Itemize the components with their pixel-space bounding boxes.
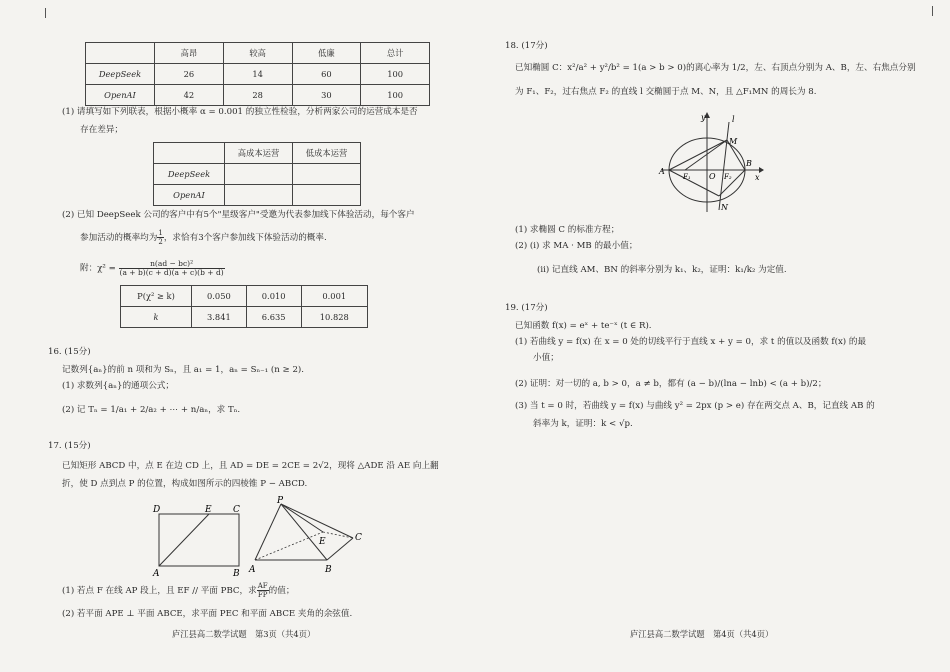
q19-line2: (1) 若曲线 y = f(x) 在 x = 0 处的切线平行于直线 x + y = 0，求 t 的值以及函数 f(x) 的最	[515, 337, 867, 347]
label-C: C	[355, 533, 362, 543]
q17-line1: 已知矩形 ABCD 中，点 E 在边 CD 上，且 AD = DE = 2CE = 2√2，现将 △ADE 沿 AE 向上翻	[62, 461, 439, 471]
q19-line3: 小值；	[533, 353, 559, 363]
q16-line1: 记数列{aₙ}的前 n 项和为 Sₙ，且 a₁ = 1，aₙ = Sₙ₋₁ (n ≥ 2).	[62, 365, 305, 375]
q15-part1-line2: 存在差异；	[80, 125, 123, 135]
contingency-table	[153, 142, 361, 206]
survey-table	[85, 42, 430, 106]
q15-part2-line1: (2) 已知 DeepSeek 公司的客户中有5个"星级客户"受邀为代表参加线下体验活动，每个客户	[62, 210, 415, 220]
label-B: B	[746, 159, 752, 168]
q18-part2-ii: (ii) 记直线 AM、BN 的斜率分别为 k₁、k₂，证明：k₁/k₂ 为定值.	[537, 265, 787, 275]
label-B: B	[233, 569, 240, 579]
fraction: $\frac{AF}{FP}$	[257, 582, 268, 599]
page-footer: 庐江县高二数学试题 第4页（共4页）	[630, 629, 774, 639]
ellipse-figure	[655, 110, 765, 215]
label-A: A	[659, 167, 665, 176]
q19-heading: 19. (17分)	[505, 303, 548, 313]
rectangle-figure	[145, 500, 255, 580]
label-P: P	[277, 496, 284, 506]
q17-part1: (1) 若点 F 在线 AP 段上，且 EF // 平面 PBC，求 $\frac{AF}{FP}$ 的值；	[62, 582, 295, 599]
label-N: N	[721, 203, 728, 212]
label-C: C	[233, 505, 240, 515]
table-row: OpenAI 42 28 30 100	[86, 85, 430, 106]
label-l: l	[732, 115, 735, 124]
q19-line6: 斜率为 k，证明：k < √p.	[533, 419, 633, 429]
label-E: E	[205, 505, 212, 515]
q16-heading: 16. (15分)	[48, 347, 91, 357]
table-row: 高成本运营 低成本运营	[154, 143, 361, 164]
q18-part2-i: (2) (i) 求 MA · MB 的最小值；	[515, 241, 638, 251]
table-row: 高昂 较高 低廉 总计	[86, 43, 430, 64]
pyramid-figure	[245, 494, 370, 580]
label-F2: F₂	[724, 173, 732, 181]
blank-cell[interactable]	[225, 164, 293, 185]
table-row: P(χ² ≥ k) 0.050 0.010 0.001	[121, 286, 368, 307]
table-row: DeepSeek 26 14 60 100	[86, 64, 430, 85]
q17-part2: (2) 若平面 APE ⊥ 平面 ABCE，求平面 PEC 和平面 ABCE 夹角的余弦值.	[62, 609, 353, 619]
blank-cell[interactable]	[293, 185, 361, 206]
page-4	[475, 0, 950, 672]
q18-line2: 为 F₁、F₂，过右焦点 F₂ 的直线 l 交椭圆于点 M、N，且 △F₁MN 的周长为 8.	[515, 87, 817, 97]
chi-square-formula: 附：χ² = $\frac{\text{n(ad − bc)²}}{(a + b)(c + d)(a + c)(b + d)}$	[80, 259, 224, 277]
label-E: E	[319, 537, 326, 547]
q16-line2: (1) 求数列{aₙ}的通项公式；	[62, 381, 175, 391]
critical-value-table	[120, 285, 368, 328]
q18-part1: (1) 求椭圆 C 的标准方程；	[515, 225, 620, 235]
table-row: DeepSeek	[154, 164, 361, 185]
table-row: OpenAI	[154, 185, 361, 206]
q19-line4: (2) 证明：对一切的 a, b > 0，a ≠ b，都有 (a − b)/(lna − lnb) < (a + b)/2；	[515, 379, 827, 389]
q16-line3: (2) 记 Tₙ = 1/a₁ + 2/a₂ + ⋯ + n/aₙ，求 Tₙ.	[62, 405, 241, 415]
q15-part2-line2: 参加活动的概率均为 $\frac{1}{2}$ ，求恰有3个客户参加线下体验活动的概率.	[80, 229, 327, 246]
q15-part1-line1: (1) 请填写如下列联表，根据小概率 α = 0.001 的独立性检验，分析两家公司的运营成本是否	[62, 107, 418, 117]
blank-cell[interactable]	[293, 164, 361, 185]
q18-heading: 18. (17分)	[505, 41, 548, 51]
label-D: D	[153, 505, 161, 515]
label-A: A	[153, 569, 160, 579]
fraction: $\frac{1}{2}$	[158, 229, 163, 246]
label-O: O	[709, 172, 716, 181]
q19-line1: 已知函数 f(x) = eˣ + te⁻ˣ (t ∈ R).	[515, 321, 652, 331]
label-B: B	[325, 565, 332, 575]
blank-cell[interactable]	[225, 185, 293, 206]
q18-line1: 已知椭圆 C：x²/a² + y²/b² = 1(a > b > 0)的离心率为 1/2，左、右顶点分别为 A、B，左、右焦点分别	[515, 63, 916, 73]
label-M: M	[729, 137, 738, 146]
label-y: y	[701, 113, 706, 122]
label-F1: F₁	[683, 173, 691, 181]
q17-line2: 折，使 D 点到点 P 的位置，构成如图所示的四棱锥 P − ABCD.	[62, 479, 308, 489]
page-footer: 庐江县高二数学试题 第3页（共4页）	[172, 629, 316, 639]
q19-line5: (3) 当 t = 0 时，若曲线 y = f(x) 与曲线 y² = 2px (p > e) 存在两交点 A、B，记直线 AB 的	[515, 401, 875, 411]
table-row: k 3.841 6.635 10.828	[121, 307, 368, 328]
label-A: A	[249, 565, 256, 575]
q17-heading: 17. (15分)	[48, 441, 91, 451]
label-x: x	[755, 173, 760, 182]
